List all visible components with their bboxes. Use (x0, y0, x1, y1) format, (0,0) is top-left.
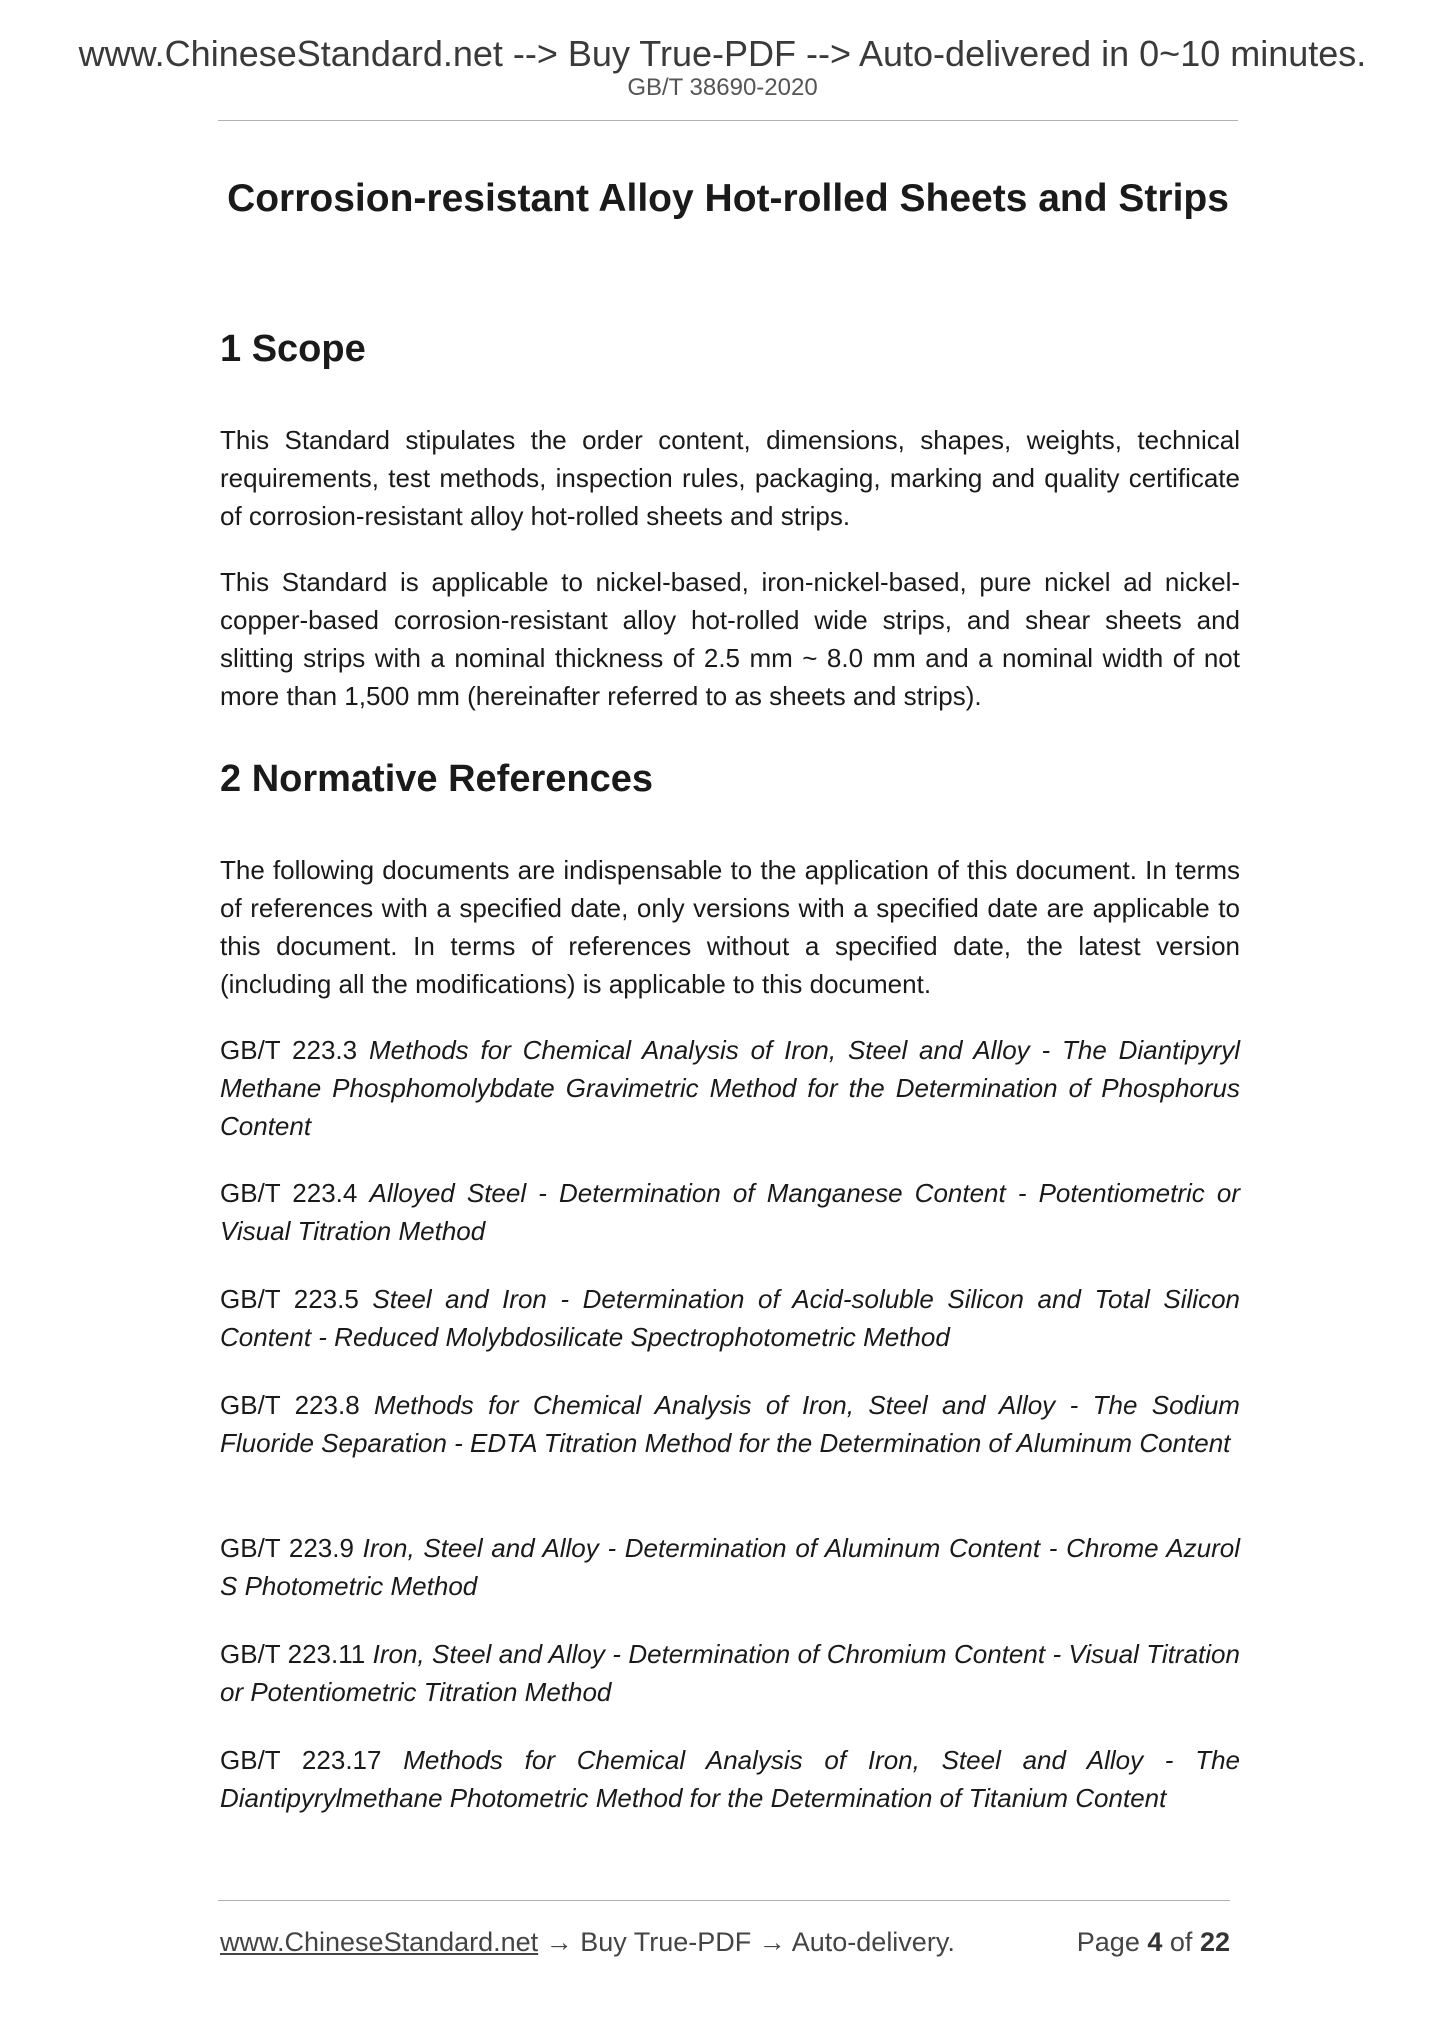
reference-item (220, 1031, 1240, 1145)
reference-title: Methods for Chemical Analysis of Iron, Steel and Alloy - The Diantipyrylmethane Photometric Method for the Determination of Titanium Content (220, 1745, 1240, 1813)
reference-title: Iron, Steel and Alloy - Determination of Aluminum Content - Chrome Azurol S Photometric Method (220, 1533, 1240, 1601)
reference-item (220, 1280, 1240, 1356)
normative-section (220, 757, 1240, 803)
doc-code: GB/T 38690-2020 (627, 74, 818, 101)
footer-text: → Buy True-PDF → Auto-delivery. (538, 1927, 955, 1957)
scope-paragraph-2 (220, 563, 1240, 715)
top-banner[interactable]: www.ChineseStandard.net --> Buy True-PDF --> Auto-delivered in 0~10 minutes. (78, 33, 1367, 74)
scope-heading: 1 Scope (220, 328, 366, 370)
reference-code: GB/T 223.11 (220, 1639, 366, 1669)
scope-text-1: This Standard stipulates the order content, dimensions, shapes, weights, technical requirements, test methods, inspection rules, packaging, marking and quality certificate of corrosion-resistant alloy hot-rolled sheets and strips. (220, 425, 1240, 531)
reference-title: Steel and Iron - Determination of Acid-soluble Silicon and Total Silicon Content - Reduced Molybdosilicate Spectrophotometric Method (220, 1284, 1240, 1352)
scope-text-2: This Standard is applicable to nickel-based, iron-nickel-based, pure nickel ad nickel-copper-based corrosion-resistant alloy hot-rolled wide strips, and shear sheets and slitting strips with a nominal thickness of 2.5 mm ~ 8.0 mm and a nominal width of not more than 1,500 mm (hereinafter referred to as sheets and strips). (220, 567, 1240, 711)
reference-title: Methods for Chemical Analysis of Iron, Steel and Alloy - The Sodium Fluoride Separation - EDTA Titration Method for the Determination of Aluminum Content (220, 1390, 1240, 1458)
reference-item (220, 1386, 1240, 1462)
reference-code: GB/T 223.9 (220, 1533, 354, 1563)
footer-link[interactable]: www.ChineseStandard.net (220, 1927, 539, 1957)
reference-code: GB/T 223.4 (220, 1178, 358, 1208)
page-total: 22 (1199, 1927, 1230, 1957)
normative-heading: 2 Normative References (220, 758, 653, 800)
document-title: Corrosion-resistant Alloy Hot-rolled Sheets and Strips (227, 177, 1229, 220)
footer-divider (218, 1900, 1230, 1901)
page-footer (220, 1922, 1230, 1962)
scope-paragraph-1 (220, 421, 1240, 535)
scope-section (220, 327, 1240, 373)
page-number: 4 (1147, 1927, 1163, 1957)
reference-item (220, 1529, 1240, 1605)
reference-item (220, 1174, 1240, 1250)
of-label: of (1169, 1927, 1193, 1957)
reference-title: Iron, Steel and Alloy - Determination of Chromium Content - Visual Titration or Potentiometric Titration Method (220, 1639, 1240, 1707)
reference-title: Methods for Chemical Analysis of Iron, Steel and Alloy - The Diantipyryl Methane Phosphomolybdate Gravimetric Method for the Determination of Phosphorus Content (220, 1035, 1240, 1141)
page-indicator (1077, 1922, 1230, 1962)
reference-item (220, 1741, 1240, 1817)
reference-code: GB/T 223.3 (220, 1035, 358, 1065)
page-label: Page (1076, 1927, 1140, 1957)
reference-item (220, 1635, 1240, 1711)
reference-code: GB/T 223.5 (220, 1284, 359, 1314)
reference-code: GB/T 223.8 (220, 1390, 360, 1420)
header-divider (218, 120, 1238, 121)
normative-intro (220, 851, 1240, 1003)
reference-code: GB/T 223.17 (220, 1745, 382, 1775)
reference-title: Alloyed Steel - Determination of Manganese Content - Potentiometric or Visual Titration Method (220, 1178, 1240, 1246)
normative-intro-text: The following documents are indispensable to the application of this document. In terms of references with a specified date, only versions with a specified date are applicable to this document. In terms of references without a specified date, the latest version (including all the modifications) is applicable to this document. (220, 855, 1240, 999)
